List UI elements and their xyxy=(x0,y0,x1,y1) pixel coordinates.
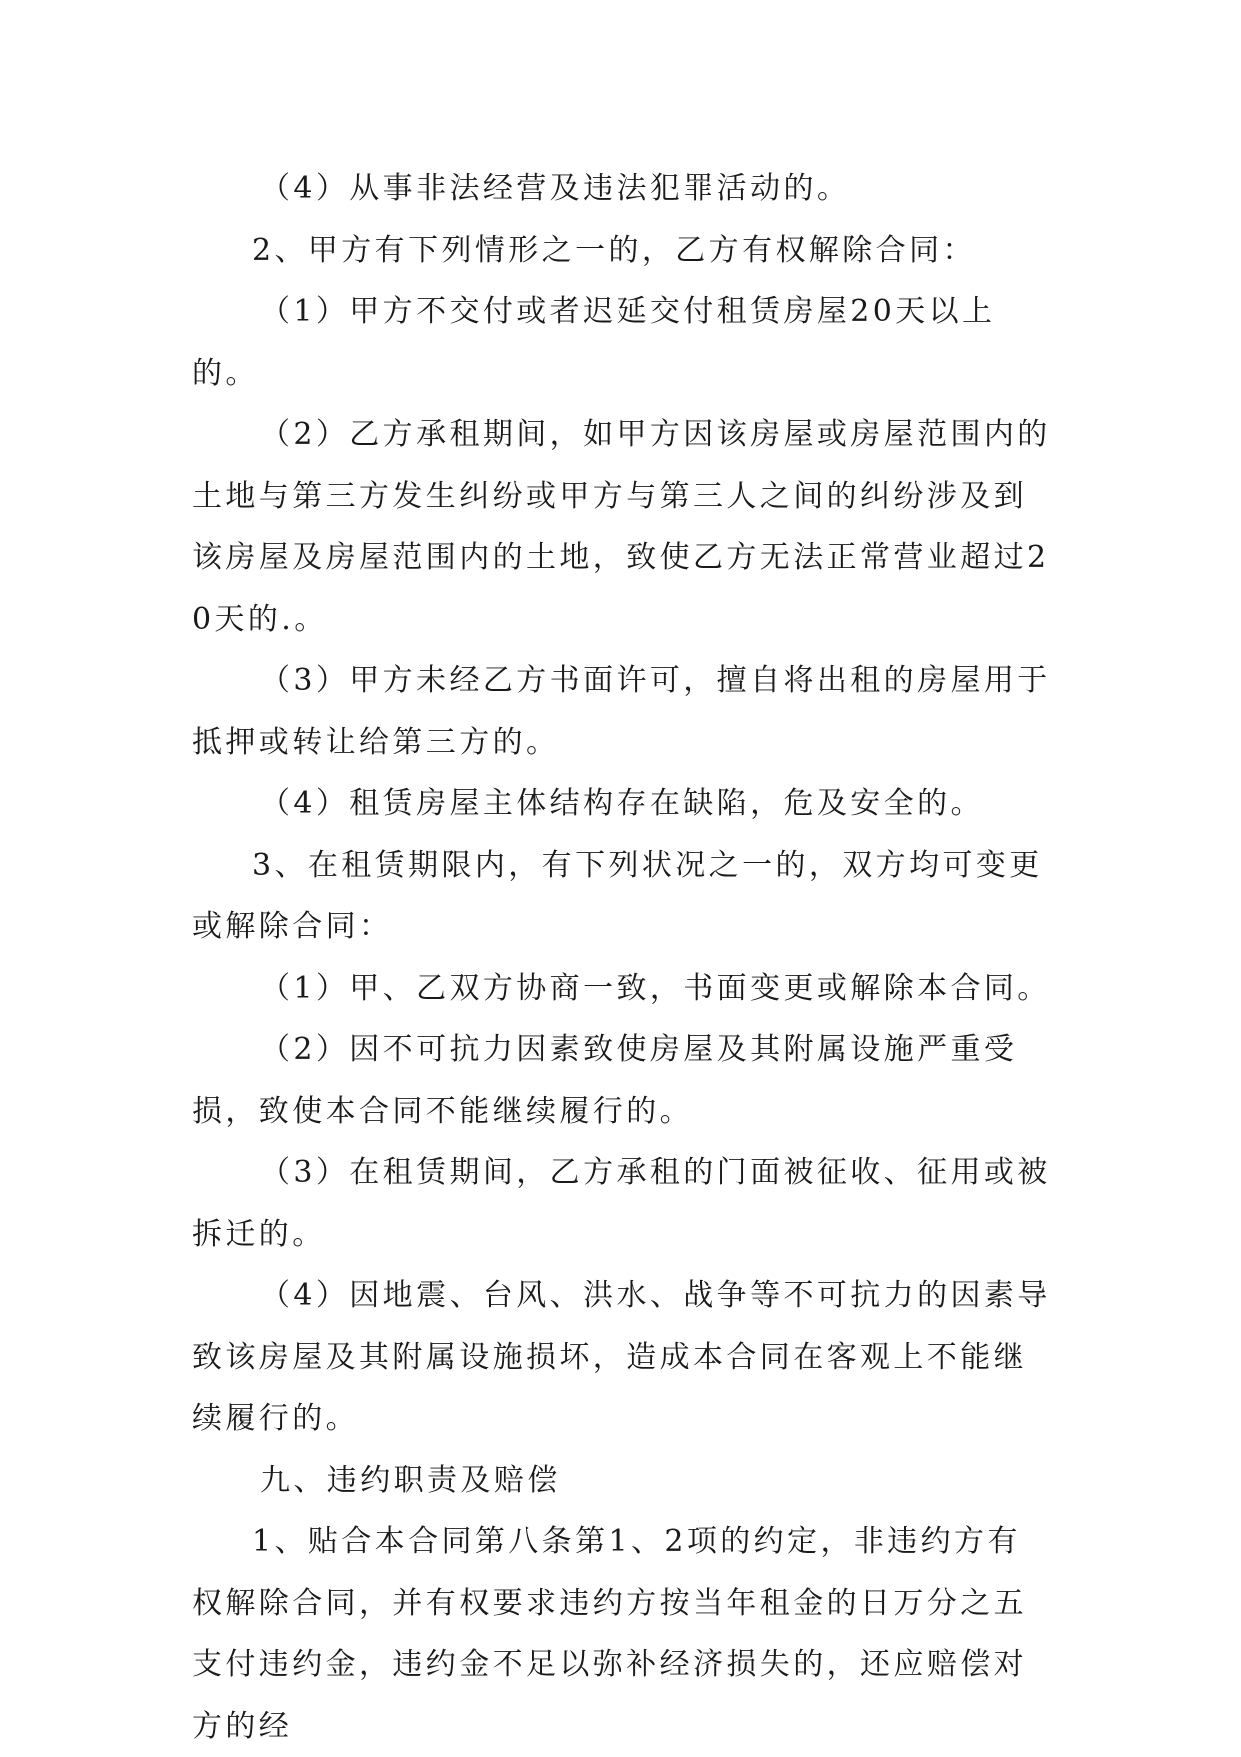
paragraph: （3）甲方未经乙方书面许可，擅自将出租的房屋用于抵押或转让给第三方的。 xyxy=(192,663,1051,760)
paragraph: 1、贴合本合同第八条第1、2项的约定，非违约方有权解除合同，并有权要求违约方按当年租金的日万分之五支付违约金，违约金不足以弥补经济损失的，还应赔偿对方的经 xyxy=(192,1524,1027,1744)
paragraph: （4）租赁房屋主体结构存在缺陷，危及安全的。 xyxy=(260,786,984,821)
paragraph: 2、甲方有下列情形之一的，乙方有权解除合同： xyxy=(252,232,976,268)
document-body xyxy=(192,158,1052,1757)
paragraph: （2）乙方承租期间，如甲方因该房屋或房屋范围内的土地与第三方发生纠纷或甲方与第三人之间的纠纷涉及到该房屋及房屋范围内的土地，致使乙方无法正常营业超过20天的.。 xyxy=(192,417,1051,637)
paragraph: 3、在租赁期限内，有下列状况之一的，双方均可变更或解除合同： xyxy=(192,847,1043,944)
paragraph: （1）甲、乙双方协商一致，书面变更或解除本合同。 xyxy=(260,970,1051,1006)
paragraph: （2）因不可抗力因素致使房屋及其附属设施严重受损，致使本合同不能继续履行的。 xyxy=(192,1032,1018,1129)
section-heading: 九、违约职责及赔偿 xyxy=(260,1462,561,1498)
paragraph: （4）因地震、台风、洪水、战争等不可抗力的因素导致该房屋及其附属设施损坏，造成本合同在客观上不能继续履行的。 xyxy=(192,1278,1051,1436)
paragraph: （3）在租赁期间，乙方承租的门面被征收、征用或被拆迁的。 xyxy=(192,1155,1051,1252)
paragraph: （1）甲方不交付或者迟延交付租赁房屋20天以上的。 xyxy=(192,294,996,391)
paragraph: （4）从事非法经营及违法犯罪活动的。 xyxy=(260,171,851,206)
